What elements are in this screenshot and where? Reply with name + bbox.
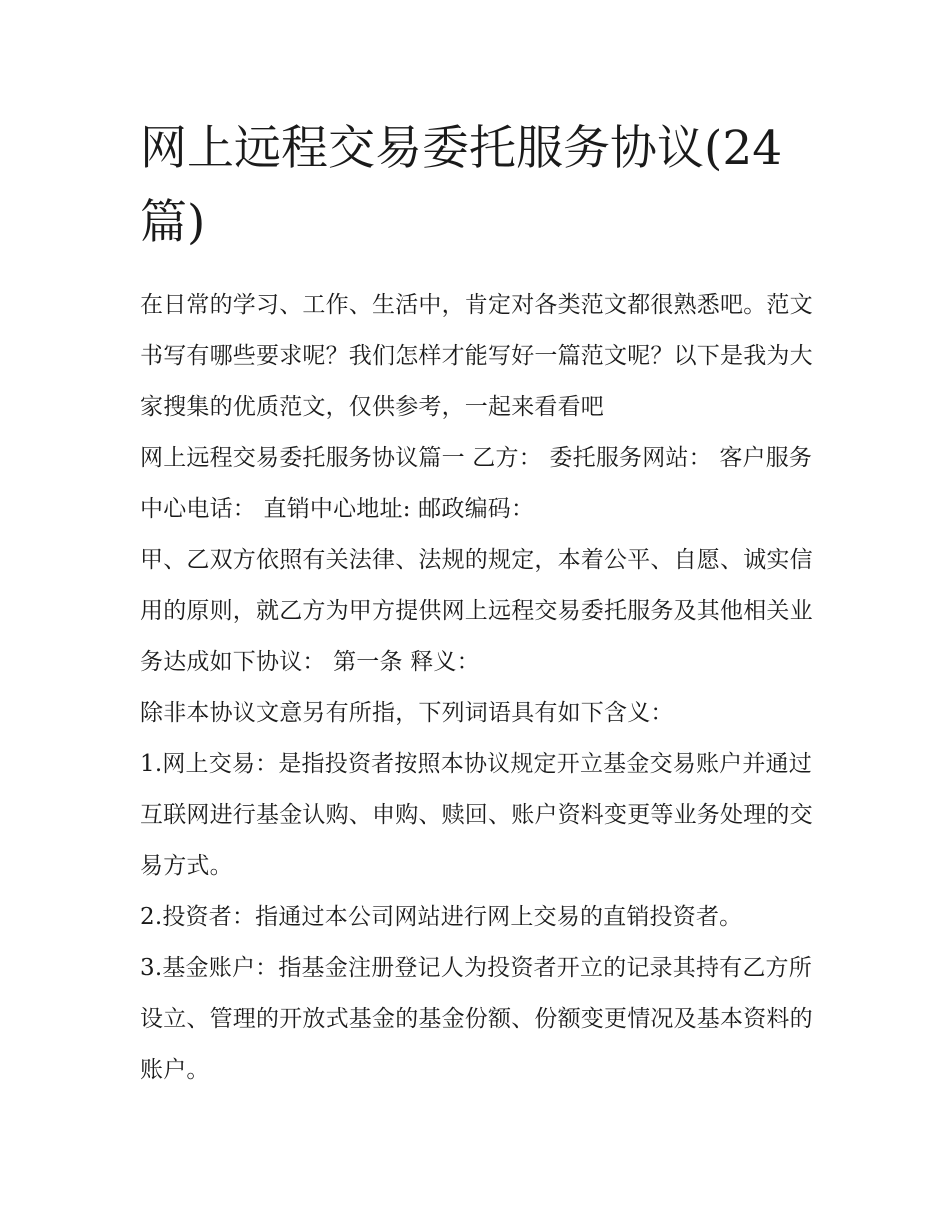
document-body [140, 280, 820, 1096]
paragraph-definition-1: 1.网上交易：是指投资者按照本协议规定开立基金交易账户并通过互联网进行基金认购、申购、赎回、账户资料变更等业务处理的交易方式。 [140, 751, 813, 879]
paragraph-definition-2: 2.投资者：指通过本公司网站进行网上交易的直销投资者。 [140, 904, 743, 930]
document-title: 网上远程交易委托服务协议(24篇) [140, 121, 783, 250]
paragraph-definition-3: 3.基金账户：指基金注册登记人为投资者开立的记录其持有乙方所设立、管理的开放式基金的基金份额、份额变更情况及基本资料的账户。 [140, 955, 813, 1083]
paragraph-intro: 在日常的学习、工作、生活中，肯定对各类范文都很熟悉吧。范文书写有哪些要求呢？我们怎样才能写好一篇范文呢？以下是我为大家搜集的优质范文，仅供参考，一起来看看吧 [140, 292, 813, 420]
paragraph-principles: 甲、乙双方依照有关法律、法规的规定，本着公平、自愿、诚实信用的原则，就乙方为甲方提供网上远程交易委托服务及其他相关业务达成如下协议： 第一条 释义： [140, 547, 813, 675]
paragraph-definitions-intro: 除非本协议文意另有所指，下列词语具有如下含义： [140, 700, 674, 726]
paragraph-parties: 网上远程交易委托服务协议篇一 乙方： 委托服务网站： 客户服务中心电话： 直销中心地址: 邮政编码： [140, 445, 813, 522]
